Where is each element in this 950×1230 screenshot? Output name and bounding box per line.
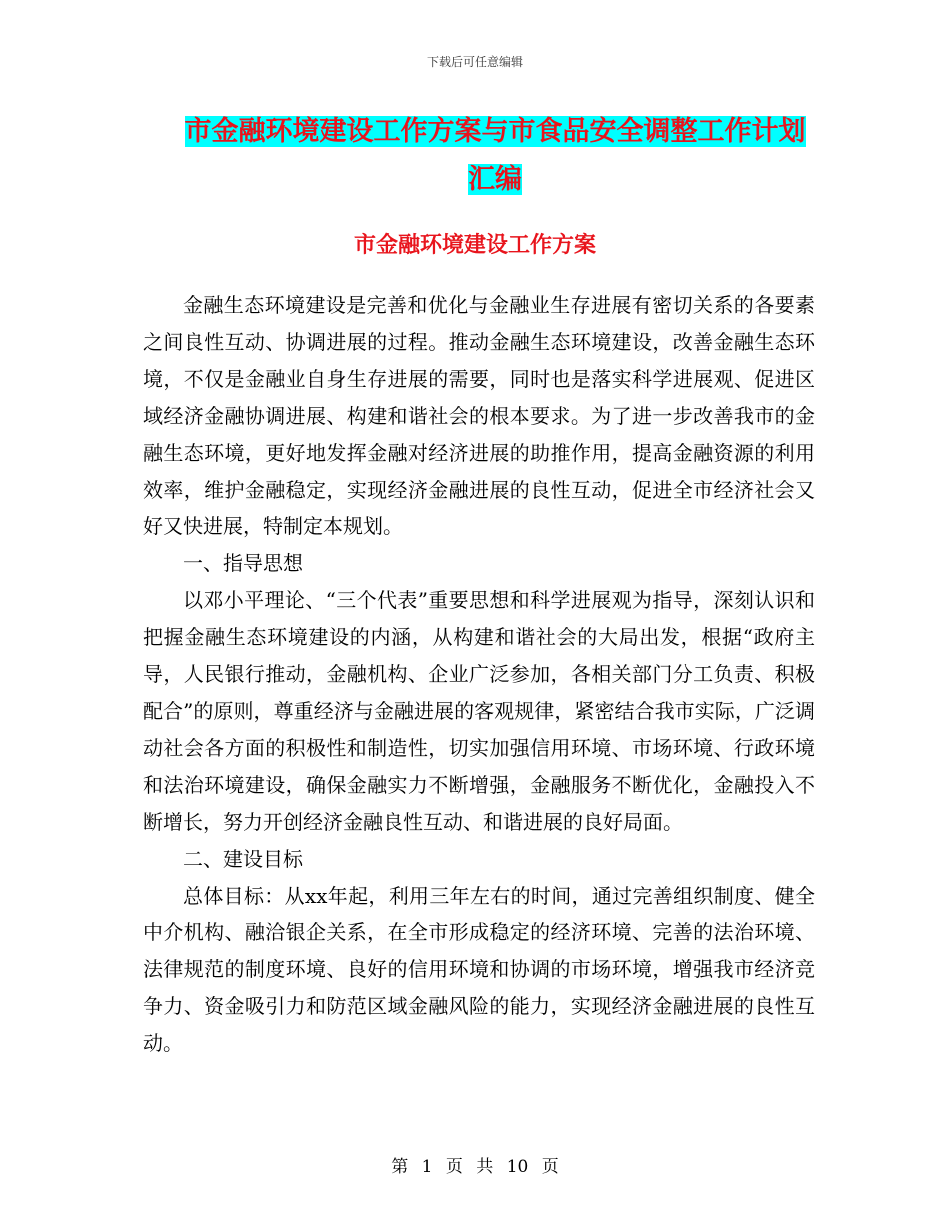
document-body xyxy=(143,287,815,1062)
document-title-line-1: 市金融环境建设工作方案与市食品安全调整工作计划 xyxy=(184,116,806,147)
paragraph-guiding-ideology: 以邓小平理论、“三个代表”重要思想和科学进展观为指导，深刻认识和把握金融生态环境建设的内涵，从构建和谐社会的大局出发，根据“政府主导，人民银行推动，金融机构、企业广泛参加，各相关部门分工负责、积极配合”的原则，尊重经济与金融进展的客观规律，紧密结合我市实际，广泛调动社会各方面的积极性和制造性，切实加强信用环境、市场环境、行政环境和法治环境建设，确保金融实力不断增强，金融服务不断优化，金融投入不断增长，努力开创经济金融良性互动、和谐进展的良好局面。 xyxy=(143,588,815,834)
paragraph-overall-goal: 总体目标：从xx年起，利用三年左右的时间，通过完善组织制度、健全中介机构、融洽银企关系，在全市形成稳定的经济环境、完善的法治环境、法律规范的制度环境、良好的信用环境和协调的市场环境，增强我市经济竞争力、资金吸引力和防范区域金融风险的能力，实现经济金融进展的良性互动。 xyxy=(143,883,815,1056)
heading-construction-goals: 二、建设目标 xyxy=(183,846,303,871)
section-title: 市金融环境建设工作方案 xyxy=(353,233,596,258)
page-header-note: 下载后可任意编辑 xyxy=(426,55,523,69)
document-title-line-2: 汇编 xyxy=(468,164,522,195)
page-number-footer: 第 1 页 共 10 页 xyxy=(391,1157,559,1177)
paragraph-intro: 金融生态环境建设是完善和优化与金融业生存进展有密切关系的各要素之间良性互动、协调进展的过程。推动金融生态环境建设，改善金融生态环境，不仅是金融业自身生存进展的需要，同时也是落实科学进展观、促进区域经济金融协调进展、构建和谐社会的根本要求。为了进一步改善我市的金融生态环境，更好地发挥金融对经济进展的助推作用，提高金融资源的利用效率，维护金融稳定，实现经济金融进展的良性互动，促进全市经济社会又好又快进展，特制定本规划。 xyxy=(143,293,815,539)
heading-guiding-ideology: 一、指导思想 xyxy=(183,551,303,576)
document-title xyxy=(145,108,845,204)
